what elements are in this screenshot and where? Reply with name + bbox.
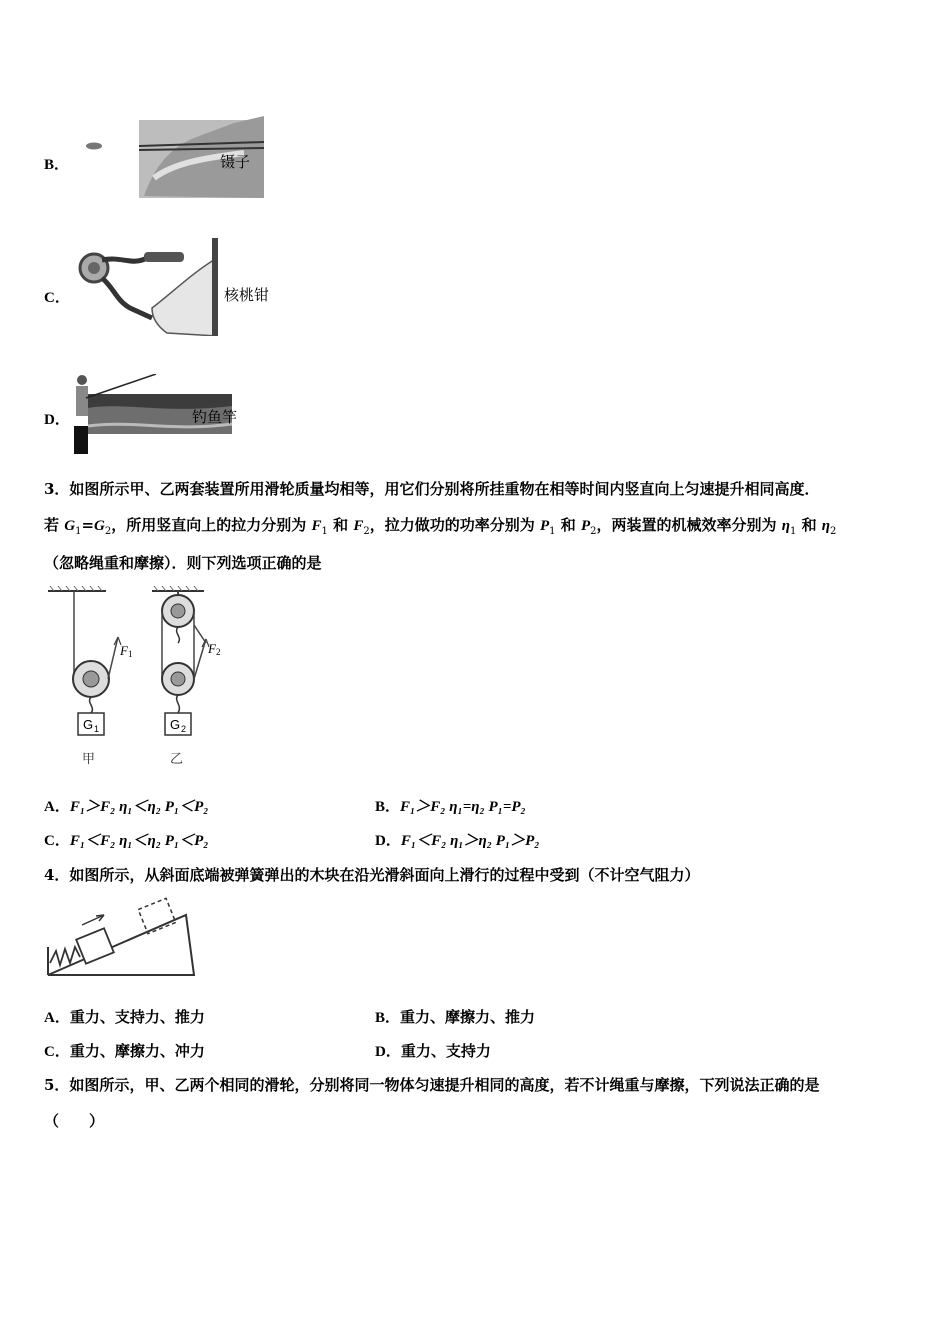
- option-letter: B．: [44, 157, 70, 173]
- option-caption: 钓鱼竿: [192, 408, 238, 426]
- option-caption: 镊子: [220, 153, 251, 171]
- svg-text:乙: 乙: [170, 752, 184, 767]
- q3-option-b[interactable]: B．F₁＞F₂ η₁=η₂ P₁=P₂: [375, 799, 526, 815]
- q4-stem: 4．如图所示，从斜面底端被弹簧弹出的木块在沿光滑斜面向上滑行的过程中受到（不计空气阻力）: [44, 866, 700, 884]
- svg-text:F: F: [208, 641, 216, 656]
- q4-option-c[interactable]: C．重力、摩擦力、冲力: [44, 1042, 205, 1060]
- q3-stem-line2: 若 $G_1=G_2$，所用竖直向上的拉力分别为 $F_1$ 和 $F_2$，拉力做功的功率分别为 $P_1$ 和 $P_2$，两装置的机械效率分别为 $\eta_1$ 和 $\eta_2$: [44, 516, 837, 537]
- q5-answer-blank: （ ）: [44, 1112, 105, 1130]
- svg-text:2: 2: [181, 724, 187, 734]
- svg-text:2: 2: [216, 647, 221, 657]
- q3-stem-line1: 3．如图所示甲、乙两套装置所用滑轮质量均相等，用它们分别将所挂重物在相等时间内竖直向上匀速提升相同高度．: [44, 480, 820, 498]
- svg-text:G: G: [83, 717, 94, 732]
- svg-text:1: 1: [128, 649, 133, 659]
- svg-text:1: 1: [94, 724, 100, 734]
- pulley-figure: [44, 585, 244, 770]
- incline-spring-figure: [44, 895, 199, 980]
- option-letter: D．: [44, 412, 70, 428]
- svg-text:甲: 甲: [82, 752, 96, 767]
- option-letter: C．: [44, 290, 70, 306]
- q3-option-c[interactable]: C．F₁＜F₂ η₁＜η₂ P₁＜P₂: [44, 833, 209, 849]
- q5-stem: 5．如图所示，甲、乙两个相同的滑轮，分别将同一物体匀速提升相同的高度，若不计绳重与摩擦，下列说法正确的是: [44, 1076, 820, 1094]
- q4-option-d[interactable]: D．重力、支持力: [375, 1042, 491, 1060]
- svg-text:G: G: [170, 717, 181, 732]
- q2-option-c: [44, 238, 344, 338]
- q3-option-d[interactable]: D．F₁＜F₂ η₁＞η₂ P₁＞P₂: [375, 833, 540, 849]
- q3-stem-line3: （忽略绳重和摩擦）．则下列选项正确的是: [44, 554, 322, 572]
- q4-option-b[interactable]: B．重力、摩擦力、推力: [375, 1008, 536, 1026]
- q4-option-a[interactable]: A．重力、支持力、推力: [44, 1008, 205, 1026]
- walnut-cracker-image: [72, 238, 222, 336]
- svg-text:F: F: [120, 643, 128, 658]
- q2-option-d: [44, 370, 344, 460]
- option-caption: 核桃钳: [224, 286, 270, 304]
- q3-option-a[interactable]: A．F₁＞F₂ η₁＜η₂ P₁＜P₂: [44, 799, 209, 815]
- q2-option-b: [44, 120, 344, 205]
